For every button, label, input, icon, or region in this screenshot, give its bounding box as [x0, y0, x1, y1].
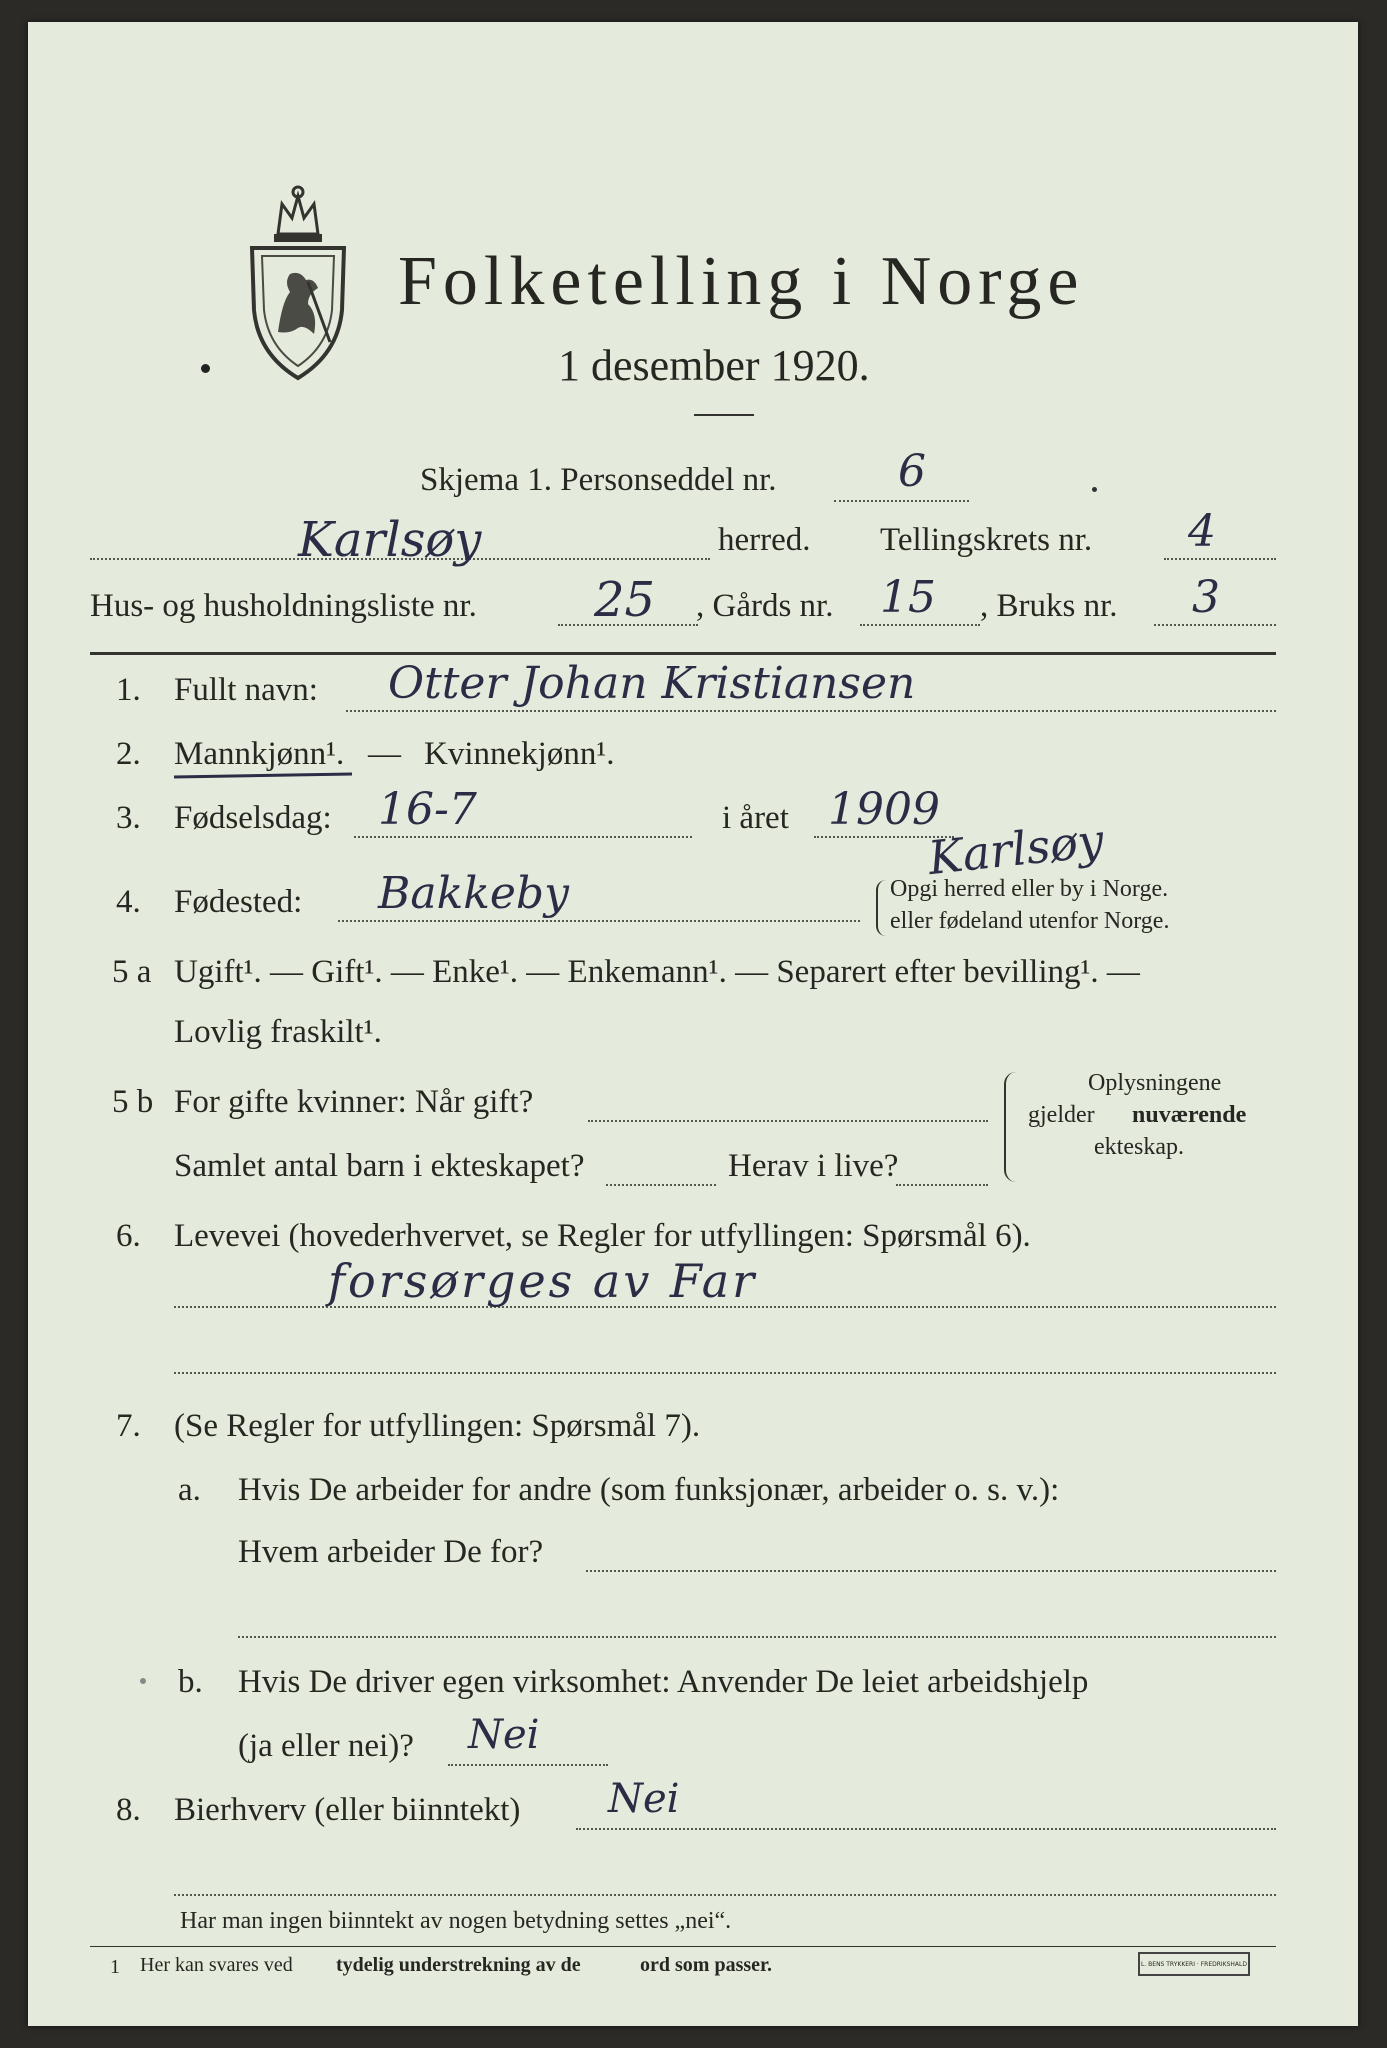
q4-birthplace[interactable]: Bakkeby — [378, 868, 569, 919]
q1-full-name[interactable]: Otter Johan Kristiansen — [388, 658, 916, 709]
schema-field-line — [834, 500, 969, 502]
ink-dot — [201, 364, 210, 373]
q7-number: 7. — [116, 1408, 141, 1444]
q4-note-line-2: eller fødeland utenfor Norge. — [890, 908, 1170, 934]
tellingskrets-value[interactable]: 4 — [1188, 506, 1216, 557]
q7b-answer[interactable]: Nei — [468, 1712, 540, 1758]
q4-number: 4. — [116, 884, 141, 920]
printer-stamp — [1138, 1952, 1250, 1976]
q4-field-line — [338, 920, 860, 922]
herred-value[interactable]: Karlsøy — [298, 512, 482, 568]
q5b-alive-field — [896, 1184, 988, 1186]
q1-field-line — [346, 710, 1276, 712]
hus-value[interactable]: 25 — [594, 572, 656, 628]
header-divider — [90, 652, 1276, 655]
q7b-line-2: (ja eller nei)? — [238, 1728, 414, 1764]
footnote-text-c: ord som passer. — [640, 1954, 773, 1976]
q5a-number: 5 a — [112, 954, 152, 990]
q2-separator: — — [368, 736, 401, 772]
q5b-note-line-1: Oplysningene — [1088, 1070, 1222, 1096]
q3-birth-date[interactable]: 16-7 — [378, 784, 477, 835]
q7-label: (Se Regler for utfyllingen: Spørsmål 7). — [174, 1408, 701, 1444]
q3-field-line — [354, 836, 692, 838]
gards-field-line — [860, 624, 980, 626]
tellingskrets-label: Tellingskrets nr. — [880, 522, 1093, 558]
q2-option-female[interactable]: Kvinnekjønn¹. — [424, 736, 615, 772]
q8-number: 8. — [116, 1792, 141, 1828]
form-date: 1 desember 1920. — [558, 341, 870, 390]
q6-occupation[interactable]: forsørges av Far — [328, 1254, 758, 1308]
q7a-field-line-1 — [586, 1570, 1276, 1572]
q8-field-line-1 — [576, 1828, 1276, 1830]
gards-value[interactable]: 15 — [880, 572, 936, 623]
q2-male-underline — [174, 772, 352, 778]
ink-speck — [1092, 487, 1097, 492]
q4-margin-note: Karlsøy — [925, 812, 1107, 886]
q1-label: Fullt navn: — [174, 672, 318, 708]
q8-answer[interactable]: Nei — [608, 1776, 680, 1822]
q5b-note-brace — [1004, 1072, 1018, 1182]
form-title: Folketelling i Norge — [398, 243, 1085, 320]
q5a-options-line-2[interactable]: Lovlig fraskilt¹. — [174, 1014, 382, 1050]
q6-field-line-2 — [174, 1372, 1276, 1374]
q4-note-brace — [876, 880, 888, 936]
q7b-field-line — [448, 1764, 608, 1766]
q7a-line-1: Hvis De arbeider for andre (som funksjonær, arbeider o. s. v.): — [238, 1472, 1060, 1508]
q6-label: Levevei (hovederhvervet, se Regler for utfyllingen: Spørsmål 6). — [174, 1218, 1031, 1254]
printer-stamp-text: L. BENS TRYKKERI · FREDRIKSHALD — [1141, 1960, 1247, 1968]
q7a-number: a. — [178, 1472, 201, 1508]
q3-year-value[interactable]: 1909 — [828, 784, 940, 835]
footnote-text-b: tydelig understrekning av de — [336, 1954, 581, 1976]
q6-number: 6. — [116, 1218, 141, 1254]
q5b-children-field — [606, 1184, 716, 1186]
q5b-note-line-2: gjelder — [1028, 1102, 1095, 1128]
q7b-line-1: Hvis De driver egen virksomhet: Anvender De leiet arbeidshjelp — [238, 1664, 1089, 1700]
q2-number: 2. — [116, 736, 141, 772]
q5b-children-label: Samlet antal barn i ekteskapet? — [174, 1148, 585, 1184]
q3-year-label: i året — [722, 800, 789, 836]
bruks-value[interactable]: 3 — [1192, 572, 1220, 623]
q1-number: 1. — [116, 672, 141, 708]
q5a-options-line-1[interactable]: Ugift¹. — Gift¹. — Enke¹. — Enkemann¹. — Separert efter bevilling¹. — — [174, 954, 1140, 990]
q7b-number: b. — [178, 1664, 203, 1700]
footnote-text-a: Her kan svares ved — [140, 1954, 293, 1976]
q7a-line-2: Hvem arbeider De for? — [238, 1534, 544, 1570]
q5b-note-line-3: ekteskap. — [1094, 1134, 1184, 1160]
coat-of-arms-icon — [238, 182, 358, 382]
hus-label: Hus- og husholdningsliste nr. — [90, 588, 477, 624]
herred-label: herred. — [718, 522, 811, 558]
q3-label: Fødselsdag: — [174, 800, 332, 836]
census-form — [28, 22, 1358, 2026]
ink-speck — [140, 1678, 146, 1684]
q5b-alive-label: Herav i live? — [728, 1148, 899, 1184]
q5b-married-when-label: For gifte kvinner: Når gift? — [174, 1084, 534, 1120]
q7a-field-line-2 — [238, 1636, 1276, 1638]
footer-note: Har man ingen biinntekt av nogen betydning settes „nei“. — [180, 1908, 732, 1934]
gards-label: , Gårds nr. — [696, 588, 834, 624]
q8-field-line-2 — [174, 1894, 1276, 1896]
q4-note-line-1: Opgi herred eller by i Norge. — [890, 876, 1169, 902]
bruks-field-line — [1154, 624, 1276, 626]
bruks-label: , Bruks nr. — [980, 588, 1118, 624]
q2-option-male[interactable]: Mannkjønn¹. — [174, 736, 345, 772]
tellingskrets-field-line — [1164, 558, 1276, 560]
q3-number: 3. — [116, 800, 141, 836]
footnote-number: 1 — [110, 1956, 120, 1978]
schema-label: Skjema 1. Personseddel nr. — [420, 462, 777, 498]
footer-divider — [90, 1946, 1276, 1947]
q5b-married-when-field — [588, 1120, 988, 1122]
q5b-note-line-2b: nuværende — [1132, 1102, 1247, 1128]
q4-label: Fødested: — [174, 884, 303, 920]
q8-label: Bierhverv (eller biinntekt) — [174, 1792, 521, 1828]
title-divider — [694, 414, 754, 416]
schema-value[interactable]: 6 — [898, 446, 926, 497]
q5b-number: 5 b — [112, 1084, 154, 1120]
